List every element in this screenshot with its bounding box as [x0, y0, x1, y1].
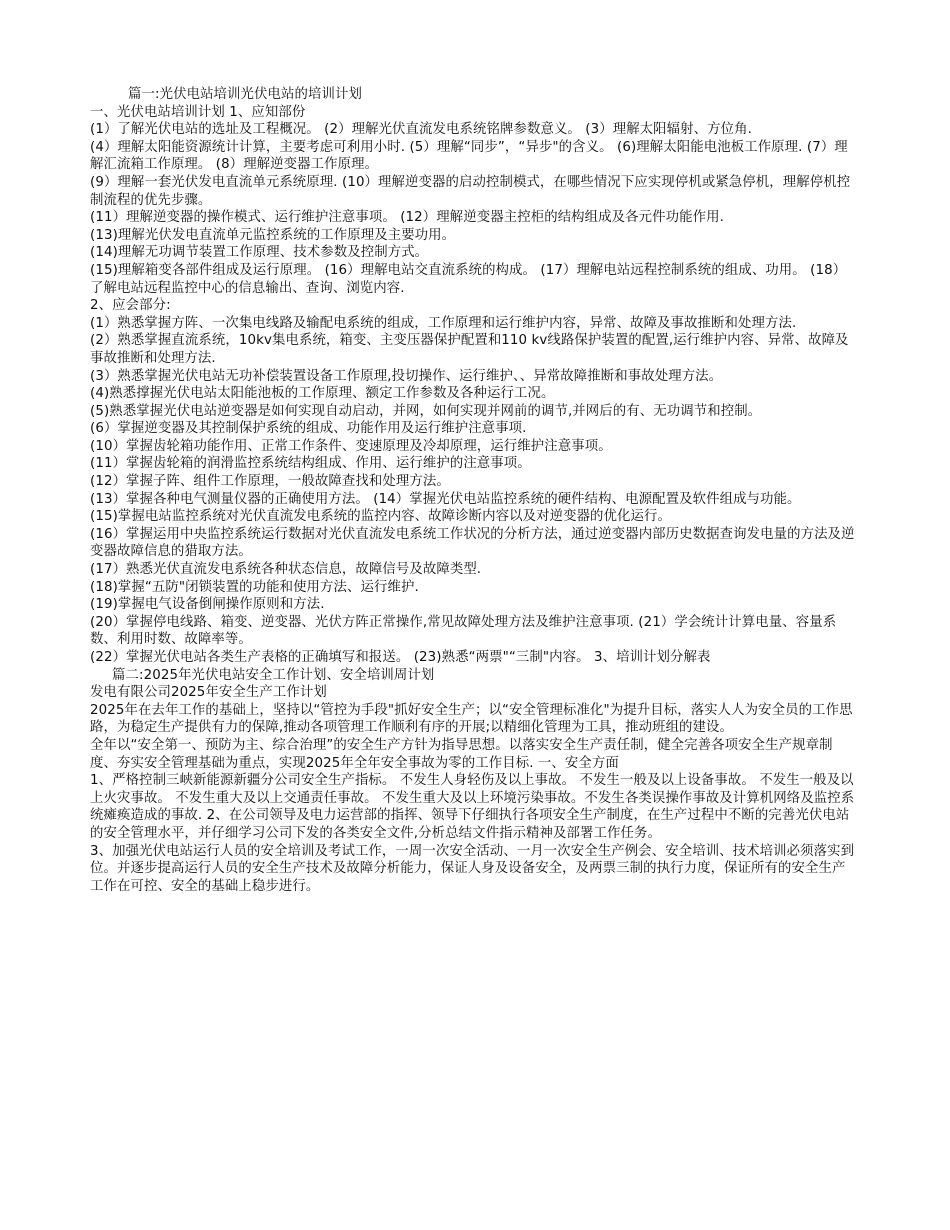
paragraph: (15)理解箱变各部件组成及运行原理。 (16）理解电站交直流系统的构成。 (17）理解电站远程控制系统的组成、功用。 (18）了解电站远程监控中心的信息输出、查询、浏览内容. [90, 262, 847, 296]
paragraph: (4）理解太阳能资源统计计算，主要考虑可利用小时. (5）理解“同步”，“异步"的含义。 (6)理解太阳能电池板工作原理. (7）理解汇流箱工作原理。 (8）理解逆变器工作原理。 [90, 139, 848, 173]
paragraph: (12）掌握子阵、组件工作原理，一般故障查找和处理方法。 [90, 474, 450, 490]
paragraph: (17）熟悉光伏直流发电系统各种状态信息，故障信号及故障类型. [90, 562, 482, 578]
paragraph: (16）掌握运用中央监控系统运行数据对光伏直流发电系统工作状况的分析方法，通过逆变器内部历史数据查询发电量的方法及逆变器故障信息的猎取方法。 [90, 526, 855, 560]
paragraph: 发电有限公司2025年安全生产工作计划 [90, 685, 327, 701]
paragraph: (14)理解无功调节装置工作原理、技术参数及控制方式。 [90, 245, 429, 261]
paragraph: (3）熟悉掌握光伏电站无功补偿装置设备工作原理,投切操作、运行维护、、异常故障推断和事故处理方法。 [90, 368, 723, 384]
paragraph: (19)掌握电气设备倒闸操作原则和方法. [90, 597, 325, 613]
paragraph: (2）熟悉掌握直流系统，10kv集电系统，箱变、主变压器保护配置和110 kv线路保护装置的配置,运行维护内容、异常、故障及事故推断和处理方法. [90, 333, 849, 366]
paragraph: (1）了解光伏电站的选址及工程概况。 (2）理解光伏直流发电系统铭牌参数意义。 (3）理解太阳辐射、方位角. [90, 122, 752, 138]
paragraph: 1、严格控制三峡新能源新疆分公司安全生产指标。 不发生人身轻伤及以上事故。 不发生一般及以上设备事故。 不发生一般及以上火灾事故。 不发生重大及以上交通责任事故。 不发生重大及以上环境污染事故。不发生各类误操作事故及计算机网络及监控系统瘫痪造成的事故. 2、在公司领导及电力运营部的指挥、领导下仔细执行各项安全生产制度，在生产过程中不断的完善光伏电站的安全管理水平，并仔细学习公司下发的各类安全文件,分析总结文件指示精神及部署工作任务。 [90, 773, 855, 841]
paragraph: 2025年在去年工作的基础上，坚持以“管控为手段"抓好安全生产；以“安全管理标准化"为提升目标，落实人人为安全员的工作思路，为稳定生产提供有力的保障,推动各项管理工作顺利有序的开展;以精细化管理为工具，推动班组的建设。 [90, 702, 853, 736]
paragraph: (13)理解光伏发电直流单元监控系统的工作原理及主要功用。 [90, 227, 456, 243]
paragraph: (18)掌握“五防"闭锁装置的功能和使用方法、运行维护. [90, 579, 419, 595]
paragraph: (15)掌握电站监控系统对光伏直流发电系统的监控内容、故障诊断内容以及对逆变器的优化运行。 [90, 509, 671, 525]
paragraph: 3、加强光伏电站运行人员的安全培训及考试工作，一周一次安全活动、一月一次安全生产例会、安全培训、技术培训必须落实到位。并逐步提高运行人员的安全生产技术及故障分析能力，保证人身及设备安全，及两票三制的执行力度，保证所有的安全生产工作在可控、安全的基础上稳步进行。 [90, 843, 855, 894]
paragraph: (11）理解逆变器的操作模式、运行维护注意事项。 (12）理解逆变器主控柜的结构组成及各元件功能作用. [90, 210, 724, 226]
paragraph: 全年以“安全第一、预防为主、综合治理”的安全生产方针为指导思想。以落实安全生产责任制，健全完善各项安全生产规章制度、夯实安全管理基础为重点，实现2025年全年安全事故为零的工作目标. 一、安全方面 [90, 737, 833, 771]
paragraph: 篇一:光伏电站培训光伏电站的培训计划 [128, 87, 362, 102]
paragraph: (1）熟悉掌握方阵、一次集电线路及输配电系统的组成，工作原理和运行维护内容，异常、故障及事故推断和处理方法. [90, 315, 797, 331]
paragraph: 篇二:2025年光伏电站安全工作计划、安全培训周计划 [112, 667, 435, 683]
paragraph: 2、应会部分: [90, 298, 171, 314]
paragraph: (22）掌握光伏电站各类生产表格的正确填写和报送。 (23)熟悉“两票"“三制"内容。 3、培训计划分解表 [90, 650, 711, 665]
paragraph: (9）理解一套光伏发电直流单元系统原理. (10）理解逆变器的启动控制模式，在哪些情况下应实现停机或紧急停机，理解停机控制流程的优先步骤。 [90, 174, 851, 208]
paragraph: (5)熟悉掌握光伏电站逆变器是如何实现自动启动，并网，如何实现并网前的调节,并网后的有、无功调节和控制。 [90, 403, 762, 419]
paragraph: (4)熟悉撑握光伏电站太阳能池板的工作原理、额定工作参数及各种运行工况。 [90, 386, 555, 402]
paragraph: (11）掌握齿轮箱的润滑监控系统结构组成、作用、运行维护的注意事项。 [90, 456, 531, 472]
paragraph: 一、光伏电站培训计划 1、应知部份 [90, 104, 306, 120]
paragraph: (6）掌握逆变器及其控制保护系统的组成、功能作用及运行维护注意事项. [90, 421, 527, 437]
paragraph: (13）掌握各种电气测量仪器的正确使用方法。 (14）掌握光伏电站监控系统的硬件结构、电源配置及软件组成与功能。 [90, 491, 801, 507]
paragraph: (10）掌握齿轮箱功能作用、正常工作条件、变速原理及冷却原理，运行维护注意事项。 [90, 438, 612, 454]
paragraph: (20）掌握停电线路、箱变、逆变器、光伏方阵正常操作,常见故障处理方法及维护注意事项. (21）学会统计计算电量、容量系数、利用时数、故障率等。 [90, 614, 837, 648]
document-body [90, 86, 858, 895]
